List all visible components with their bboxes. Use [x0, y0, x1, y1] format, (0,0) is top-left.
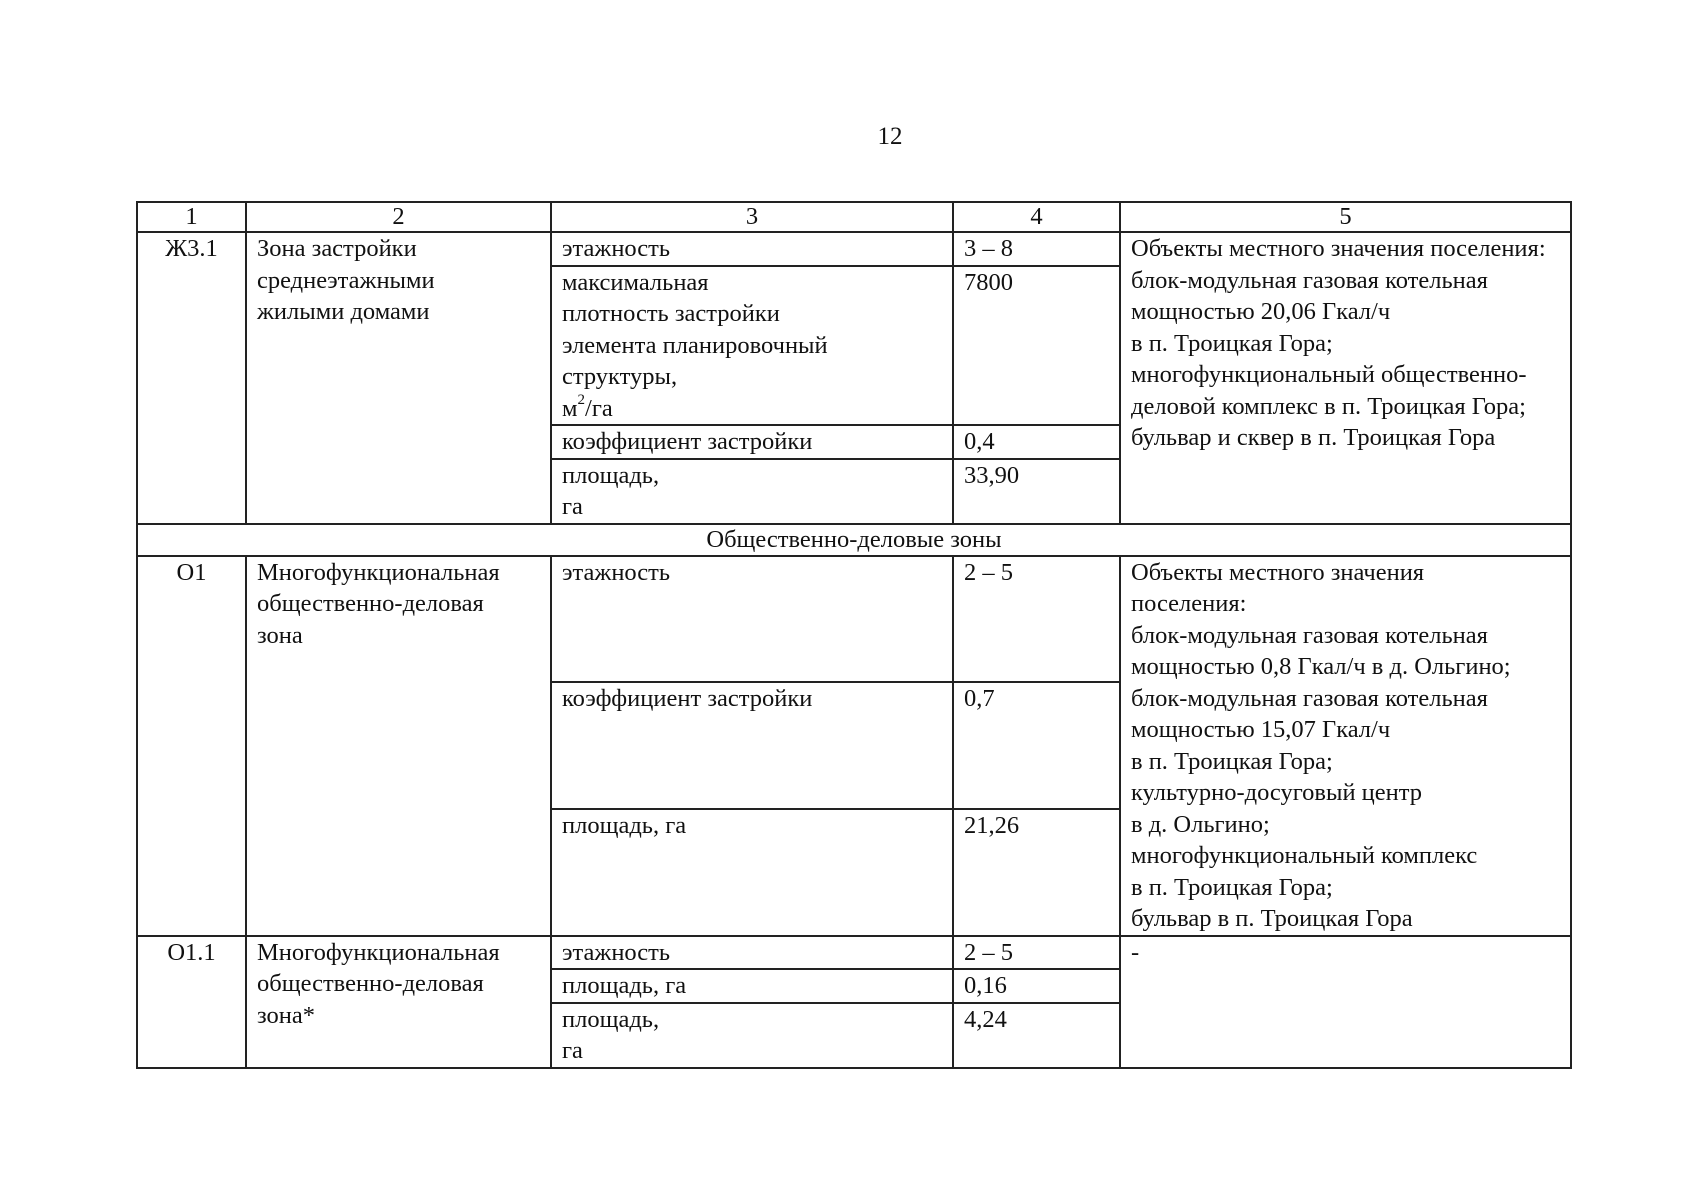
- table-column-numbers: [137, 202, 1571, 232]
- table-row: [137, 232, 1571, 266]
- local-objects: Объекты местного значения поселения: блок-модульная газовая котельная мощностью 20,06 Гкал/ч в п. Троицкая Гора; многофункциональный общественно- деловой комплекс в п. Троицкая Гора; бульвар и сквер в п. Троицкая Гора: [1120, 232, 1571, 524]
- parameter-name: коэффициент застройки: [551, 425, 953, 459]
- parameter-value: 7800: [953, 266, 1120, 426]
- parameter-value: 2 – 5: [953, 556, 1120, 683]
- section-title: Общественно-деловые зоны: [137, 524, 1571, 556]
- parameter-name: площадь, га: [551, 969, 953, 1003]
- column-number: 4: [953, 202, 1120, 232]
- parameter-value: 4,24: [953, 1003, 1120, 1068]
- zone-code: О1: [137, 556, 246, 936]
- local-objects: Объекты местного значения поселения: блок-модульная газовая котельная мощностью 0,8 Гкал/ч в д. Ольгино; блок-модульная газовая котельная мощностью 15,07 Гкал/ч в п. Троицкая Гора; культурно-досуговый центр в д. Ольгино; многофункциональный комплекс в п. Троицкая Гора; бульвар в п. Троицкая Гора: [1120, 556, 1571, 936]
- parameter-name: коэффициент застройки: [551, 682, 953, 809]
- parameter-name: этажность: [551, 556, 953, 683]
- parameter-name: площадь, га: [551, 809, 953, 936]
- parameter-value: 3 – 8: [953, 232, 1120, 266]
- column-number: 5: [1120, 202, 1571, 232]
- parameter-name: максимальная плотность застройки элемента планировочный структуры, $м^2/га$: [551, 266, 953, 426]
- zone-code: О1.1: [137, 936, 246, 1068]
- zone-name: Зона застройки среднеэтажными жилыми домами: [246, 232, 551, 524]
- parameter-value: 0,16: [953, 969, 1120, 1003]
- zone-name: Многофункциональная общественно-деловая зона: [246, 556, 551, 936]
- parameter-value: 2 – 5: [953, 936, 1120, 970]
- parameter-value: 0,7: [953, 682, 1120, 809]
- column-number: 1: [137, 202, 246, 232]
- zone-name: Многофункциональная общественно-деловая зона*: [246, 936, 551, 1068]
- zoning-table: [136, 201, 1572, 1069]
- parameter-name: площадь, га: [551, 1003, 953, 1068]
- density-unit: $м^2/га$: [562, 392, 613, 422]
- column-number: 2: [246, 202, 551, 232]
- parameter-name: площадь, га: [551, 459, 953, 524]
- local-objects: -: [1120, 936, 1571, 1068]
- column-number: 3: [551, 202, 953, 232]
- table-row: [137, 556, 1571, 683]
- parameter-value: 33,90: [953, 459, 1120, 524]
- zone-code: Ж3.1: [137, 232, 246, 524]
- parameter-name: этажность: [551, 936, 953, 970]
- parameter-value: 0,4: [953, 425, 1120, 459]
- parameter-name: этажность: [551, 232, 953, 266]
- page-number: 12: [877, 123, 903, 150]
- table-row: [137, 936, 1571, 970]
- parameter-value: 21,26: [953, 809, 1120, 936]
- table-row: [137, 524, 1571, 556]
